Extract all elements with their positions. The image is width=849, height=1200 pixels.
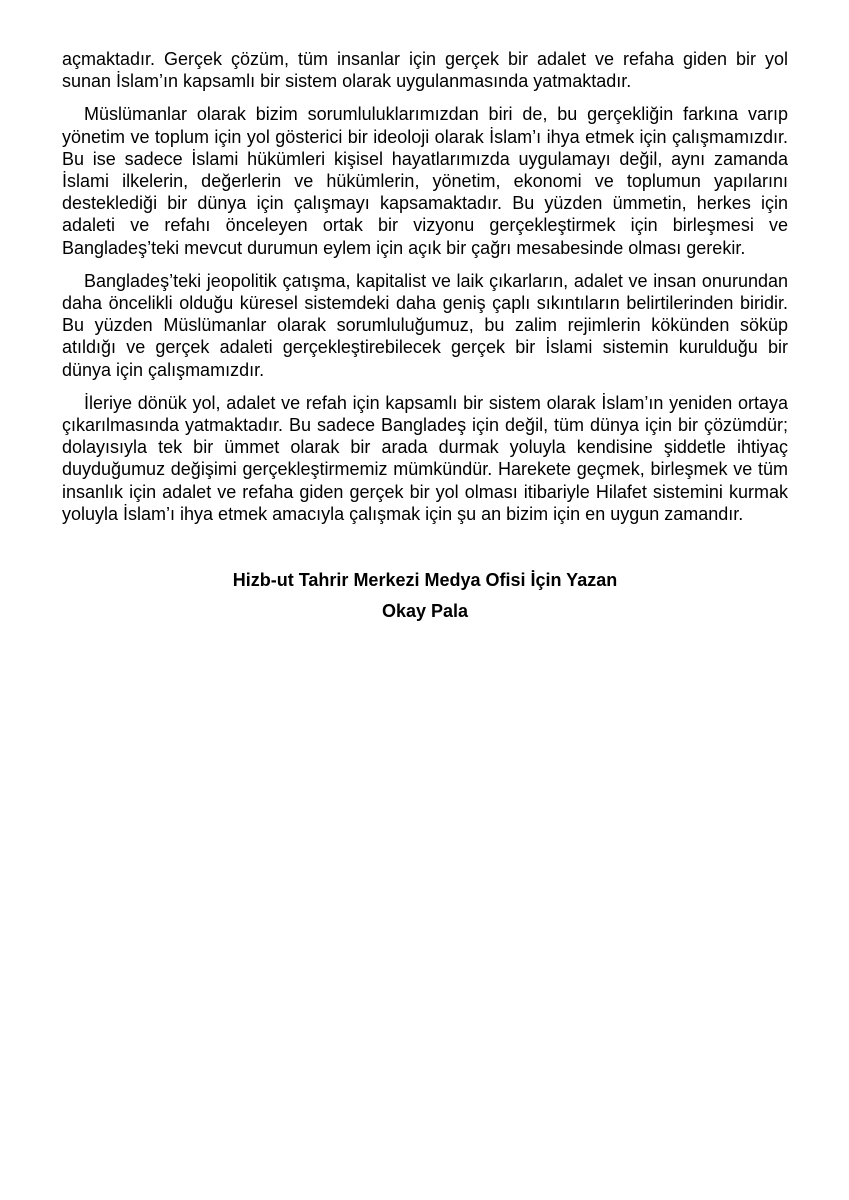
paragraph-2: Müslümanlar olarak bizim sorumluluklarımızdan biri de, bu gerçekliğin farkına varıp yönetim ve toplum için yol gösterici bir ideoloji olarak İslam’ı ihya etmek için çalışmamızdır. Bu ise sadece İslami hükümleri kişisel hayatlarımızda uygulamayı değil, aynı zamanda İslami ilkelerin, değerlerin ve hükümlerin, yönetim, ekonomi ve toplumun yapılarını desteklediği bir dünya için çalışmayı kapsamaktadır. Bu yüzden ümmetin, herkes için adaleti ve refahı önceleyen ortak bir vizyonu gerçekleştirmek için birleşmesi ve Bangladeş’teki mevcut durumun eylem için açık bir çağrı mesabesinde olması gerekir. xyxy=(62,104,788,258)
paragraph-1: açmaktadır. Gerçek çözüm, tüm insanlar için gerçek bir adalet ve refaha giden bir yol sunan İslam’ın kapsamlı bir sistem olarak uygulanmasında yatmaktadır. xyxy=(62,49,788,92)
signature-block xyxy=(62,565,788,627)
signature-organization: Hizb-ut Tahrir Merkezi Medya Ofisi İçin Yazan xyxy=(232,570,618,591)
paragraph-3: Bangladeş’teki jeopolitik çatışma, kapitalist ve laik çıkarların, adalet ve insan onurundan daha öncelikli olduğu küresel sistemdeki daha geniş çaplı sıkıntıların belirtilerinden biridir. Bu yüzden Müslümanlar olarak sorumluluğumuz, bu zalim rejimlerin kökünden söküp atıldığı ve gerçek adaleti gerçekleştirebilecek gerçek bir İslami sistemin kurulduğu bir dünya için çalışmamızdır. xyxy=(62,270,788,380)
paragraph-4: İleriye dönük yol, adalet ve refah için kapsamlı bir sistem olarak İslam’ın yeniden ortaya çıkarılmasında yatmaktadır. Bu sadece Bangladeş için değil, tüm dünya için bir çözümdür; dolayısıyla tek bir ümmet olarak bir arada durmak yoluyla kendisine şiddetle ihtiyaç duyduğumuz değişimi gerçekleştirmemiz mümkündür. Harekete geçmek, birleşmek ve tüm insanlık için adalet ve refaha giden gerçek bir yol olması itibariyle Hilafet sistemini kurmak yoluyla İslam’ı ihya etmek amacıyla çalışmak için şu an bizim için en uygun zamandır. xyxy=(62,392,788,524)
document-page xyxy=(62,48,788,627)
signature-author: Okay Pala xyxy=(381,601,469,622)
